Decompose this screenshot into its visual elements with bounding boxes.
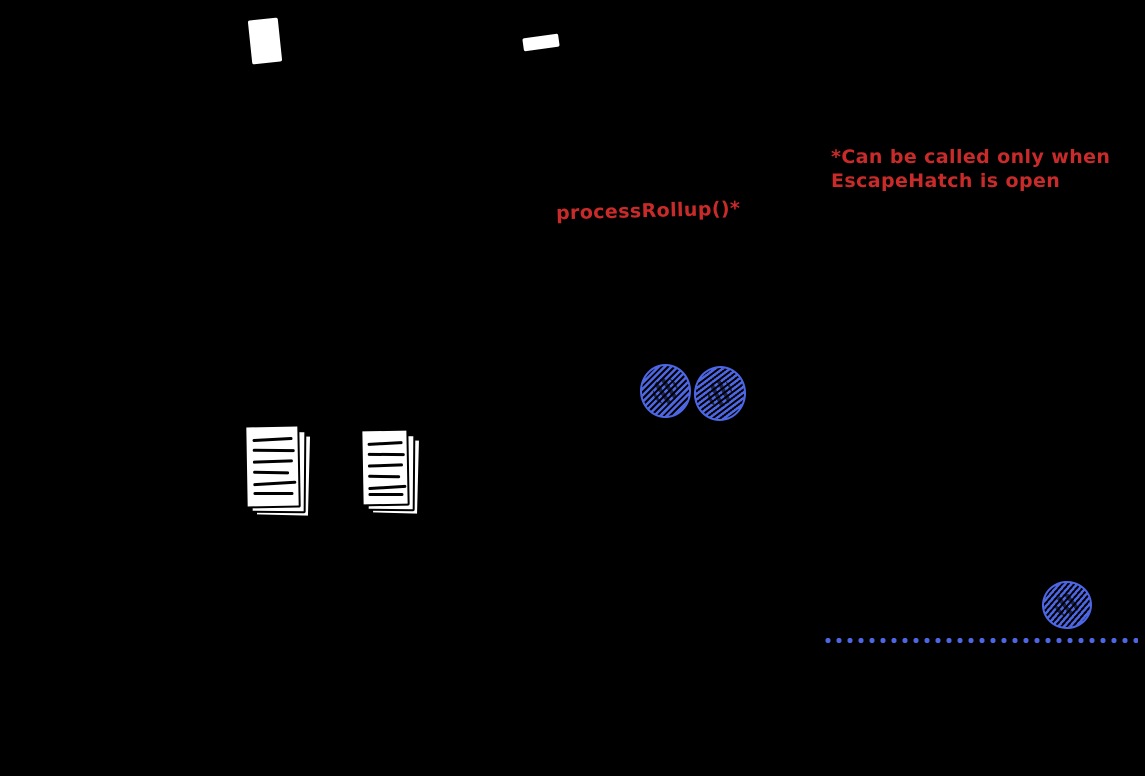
token-coin-icon: [640, 364, 691, 418]
escape-hatch-note-line2: EscapeHatch is open: [831, 170, 1061, 192]
text-scribble-line: [368, 475, 400, 479]
token-coin-icon: [690, 363, 749, 425]
text-scribble-line: [368, 441, 403, 446]
escape-hatch-note: [831, 145, 1110, 193]
text-scribble-line: [368, 463, 403, 467]
document-stack-icon: [361, 429, 425, 519]
text-scribble-line: [368, 453, 405, 456]
escape-hatch-note-line1: *Can be called only when: [831, 146, 1111, 168]
document-page: [360, 429, 409, 507]
text-scribble-line: [368, 493, 403, 496]
document-page: [244, 425, 300, 509]
text-scribble-line: [252, 437, 292, 442]
paper-scrap-icon: [248, 18, 282, 65]
dotted-boundary-line: [825, 636, 1138, 645]
document-stack-icon: [245, 425, 315, 520]
text-scribble-line: [253, 449, 295, 452]
paper-slip-icon: [522, 34, 559, 52]
text-scribble-line: [253, 492, 293, 495]
text-scribble-line: [253, 459, 293, 463]
token-coin-icon: [1040, 579, 1093, 630]
text-scribble-line: [253, 481, 296, 487]
process-rollup-label: processRollup()*: [555, 197, 741, 225]
text-scribble-line: [368, 485, 406, 490]
text-scribble-line: [253, 471, 289, 475]
